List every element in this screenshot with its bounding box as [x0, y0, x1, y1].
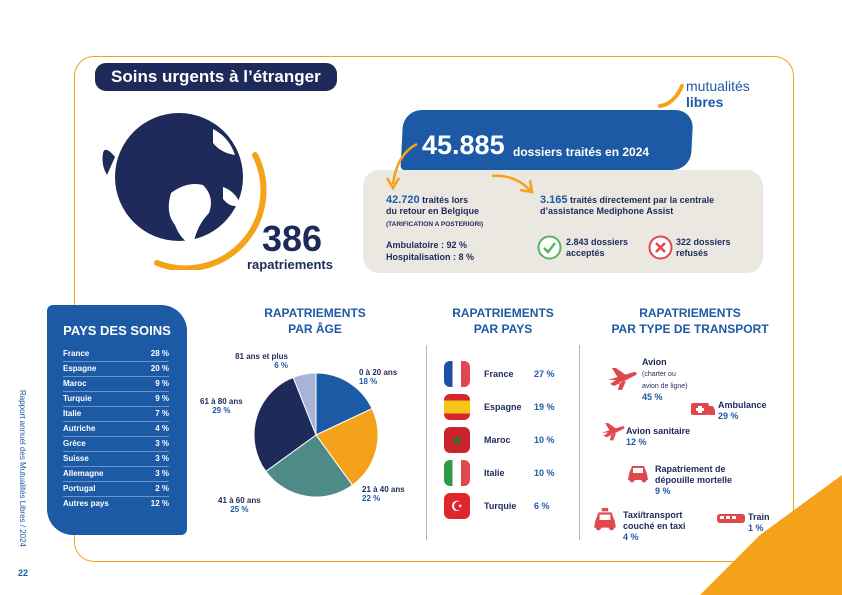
globe-icon: [95, 95, 270, 270]
train-icon: [716, 512, 746, 526]
italy-flag-icon: [444, 460, 470, 486]
sidebar-report-title: Rapport annuel des Mutualités Libres / 2024: [18, 390, 27, 547]
country-row: Suisse 3 %: [63, 454, 169, 463]
airplane-icon: [606, 364, 638, 392]
cross-icon: [648, 235, 673, 260]
transport-train: Train 1 %: [748, 512, 770, 533]
repatriations-label: rapatriements: [247, 257, 333, 272]
pie-label-0-20: 0 à 20 ans 18 %: [359, 368, 398, 386]
country-row: Allemagne 3 %: [63, 469, 169, 478]
country-row: Turquie 9 %: [63, 394, 169, 403]
spain-flag-icon: [444, 394, 470, 420]
transport-avion-sanitaire: Avion sanitaire 12 %: [626, 426, 691, 447]
ambulance-icon: [690, 400, 716, 418]
transport-taxi: Taxi/transport couché en taxi 4 %: [623, 510, 686, 542]
flag-row-france: France 27 %: [444, 361, 564, 387]
pie-label-81plus: 81 ans et plus 6 %: [235, 352, 288, 370]
left-dossiers-text: 42.720 traités lors du retour en Belgique: [386, 194, 480, 216]
france-flag-icon: [444, 361, 470, 387]
refused-dossiers: 322 dossiers refusés: [676, 237, 731, 258]
dossiers-label: dossiers traités en 2024: [513, 145, 650, 159]
repatriations-count: 386: [262, 218, 323, 259]
logo-line2: libres: [686, 94, 724, 110]
pie-label-21-40: 21 à 40 ans 22 %: [362, 485, 405, 503]
pie-label-41-60: 41 à 60 ans 25 %: [218, 496, 261, 514]
arrow-left-icon: [383, 140, 423, 192]
transport-avion: Avion (charter ou avion de ligne) 45 %: [642, 357, 688, 402]
transport-ambulance: Ambulance 29 %: [718, 400, 767, 421]
flag-row-turkey: ☪ Turquie 6 %: [444, 493, 564, 519]
flag-row-morocco: ★ Maroc 10 %: [444, 427, 564, 453]
turkey-flag-icon: ☪: [444, 493, 470, 519]
pie-label-61-80: 61 à 80 ans 29 %: [200, 397, 243, 415]
morocco-flag-icon: ★: [444, 427, 470, 453]
page-number: 22: [18, 568, 29, 578]
right-dossiers-text: 3.165 traités directement par la centrale d’assistance Mediphone Assist: [540, 194, 715, 216]
check-icon: [537, 235, 562, 260]
hospitalisation-share: Hospitalisation : 8 %: [386, 252, 475, 262]
tarification-note: (TARIFICATION A POSTERIORI): [386, 221, 484, 228]
flag-row-spain: Espagne 19 %: [444, 394, 564, 420]
transport-depouille: Rapatriement de dépouille mortelle 9 %: [655, 464, 733, 496]
page-title: Soins urgents à l’étranger: [92, 60, 340, 94]
accepted-dossiers: 2.843 dossiers acceptés: [566, 237, 629, 258]
divider: [426, 345, 427, 540]
age-section-title: RAPATRIEMENTS PAR ÂGE: [264, 306, 366, 336]
transport-section-title: RAPATRIEMENTS PAR TYPE DE TRANSPORT: [611, 306, 769, 336]
countries-table: [47, 305, 187, 535]
country-section-title: RAPATRIEMENTS PAR PAYS: [452, 306, 554, 336]
taxi-icon: [592, 508, 618, 532]
logo-swoosh-icon: [656, 82, 686, 112]
dossiers-count: 45.885: [422, 130, 505, 160]
country-row: Autriche 4 %: [63, 424, 169, 433]
logo-line1: mutualités: [686, 78, 750, 94]
hearse-car-icon: [626, 462, 650, 484]
country-row: Maroc 9 %: [63, 379, 169, 388]
age-pie-chart: [246, 370, 386, 500]
country-row: France 28 %: [63, 349, 169, 358]
country-row: Portugal 2 %: [63, 484, 169, 493]
country-row: Espagne 20 %: [63, 364, 169, 373]
country-row: Italie 7 %: [63, 409, 169, 418]
flag-row-italy: Italie 10 %: [444, 460, 564, 486]
medical-plane-icon: [600, 420, 626, 442]
countries-title: PAYS DES SOINS: [63, 323, 171, 338]
arrow-right-icon: [490, 170, 540, 196]
ambulatoire-share: Ambulatoire : 92 %: [386, 240, 468, 250]
country-row: Grèce 3 %: [63, 439, 169, 448]
divider: [579, 345, 580, 540]
country-row: Autres pays 12 %: [63, 499, 169, 508]
